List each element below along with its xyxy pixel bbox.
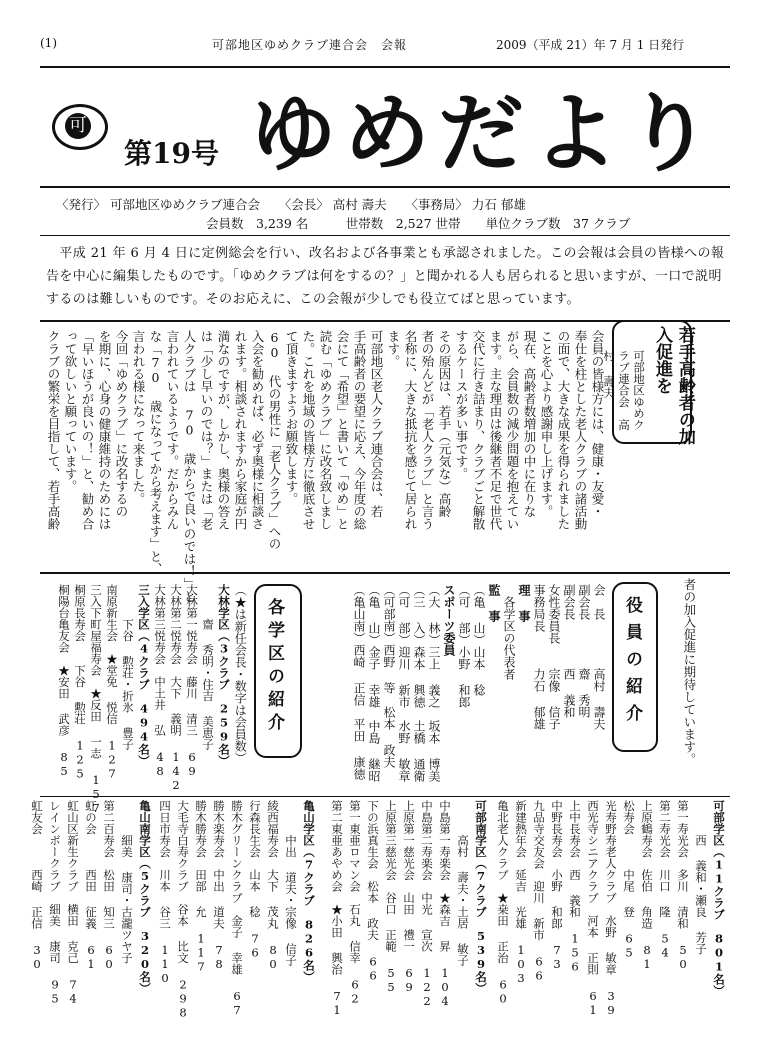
- club-entry: 第二百寿会 松田 知三 60: [102, 800, 116, 971]
- club-entry: 勝木勝寿会 田部 允 117: [194, 800, 208, 974]
- club-entry: 勝木グリーンクラブ 金子 幸雄 67: [230, 800, 244, 1017]
- article-column: 会にて「希望」と書いて「ゆめ」と: [335, 330, 350, 530]
- club-logo: [52, 104, 108, 150]
- club-entry: 細美 康司・古瀧ツヤ子: [120, 800, 134, 964]
- club-entry: 上原鶴寿会 佐伯 角造 81: [640, 800, 654, 971]
- article-column: 奉仕を柱とした老人クラブの諸活動: [573, 330, 588, 530]
- officer-entry: 監 事: [487, 584, 501, 622]
- officers-list: [352, 584, 606, 784]
- club-entry: 大林第二悦寿会 大下 義明 142: [169, 584, 183, 792]
- club-entry: 中野長寿会 小野 和郎 73: [550, 800, 564, 971]
- publisher-rule: [40, 235, 730, 236]
- kameyama-district-list: [156, 800, 318, 1040]
- officers-title: 役員の紹介: [621, 596, 642, 731]
- article-continuation: 者の加入促進に期待しています。: [681, 578, 697, 766]
- officer-entry: 副会長 西 義和: [562, 584, 576, 718]
- article-column: 可部地区老人クラブ連合会は、若: [369, 330, 384, 518]
- article-column: 会員の皆様方には、健康・友愛・: [590, 330, 605, 518]
- article-column: は「少し早いのでは？」または「老: [199, 330, 214, 530]
- article-column: の面で、大きな成果を得られました: [556, 330, 571, 530]
- article-column: 言われているようです。だからみん: [165, 330, 180, 530]
- article-column: するケースが多い事です。: [454, 330, 469, 480]
- article-column: 満なのですが、しかし、奥様の答え: [216, 330, 231, 530]
- club-entry: 松寿会 中尾 登 65: [622, 800, 636, 960]
- officer-entry: 会 長 高村 壽夫: [592, 584, 606, 730]
- officer-entry: 理 事: [517, 584, 531, 622]
- masthead-title: ゆめだより: [250, 83, 720, 184]
- article-column: 「早いほうが良いの！」と、勧め合: [80, 330, 95, 530]
- article-column: って欲しいと願っています。: [63, 330, 78, 493]
- article-column: ことを心より感謝申し上げます。: [539, 330, 554, 518]
- club-entry: 中島第一寿楽会 ★森吉 昇 104: [438, 800, 452, 1008]
- club-entry: 桐陽台亀友会 ★安田 武彦 85: [57, 584, 71, 778]
- club-entry: 綾西福寿会 大下 茂丸 80: [266, 800, 280, 971]
- club-entry: 行森長生会 山本 稔 76: [248, 800, 262, 960]
- club-entry: 西 義和・瀬良 芳子: [694, 800, 708, 955]
- club-entry: 虹の会 西田 征義 61: [84, 800, 98, 971]
- club-entry: 上中長寿会 西 義和 156: [568, 800, 582, 974]
- club-entry: 第一寿光会 多川 清和 50: [676, 800, 690, 971]
- article-column: 名称に、大きな抵抗を感じて居られ: [403, 330, 418, 530]
- club-entry: 大林第一悦寿会 藤川 清三 69: [185, 584, 199, 778]
- club-entry: 虹友会 西崎 正信 30: [30, 800, 44, 971]
- article-column: 現在、高齢者数増加の中に在りな: [522, 330, 537, 518]
- article-column: を期に、心身の健康維持のためには: [97, 330, 112, 530]
- club-entry: 南原新生会 ★堂免 悦信 127: [105, 584, 119, 781]
- issue-date: 2009（平成 21）年 7 月 1 日発行: [496, 38, 685, 52]
- officer-entry: （可 部）小野 和郎: [457, 584, 471, 708]
- club-entry: 西光寺シニアクラブ 河本 正則 61: [586, 800, 600, 1017]
- article-column: 入会を勧めれば、必ず奥様に相談さ: [250, 330, 265, 530]
- club-entry: 第二寿光会 川口 隆 54: [658, 800, 672, 960]
- club-entry: 三入学区（4クラブ 494名）: [137, 584, 151, 767]
- officer-entry: （大 林）三上 義之 坂本 博美: [427, 584, 441, 782]
- article-column: て頂きますようお願致します。: [284, 330, 299, 505]
- article-column: その原因は、若手（元気な）高齢: [437, 330, 452, 518]
- article-column: 人クラブは 70 歳からで良いのでは！」と: [182, 330, 197, 603]
- article-column: 言われる様になって来ました。: [131, 330, 146, 505]
- club-entry: 中出 道夫・宗像 信子: [284, 800, 298, 966]
- article-column: 読む「ゆめクラブ」に改名致しまし: [318, 330, 333, 530]
- article-column: がら、会員数の減少問題を抱えてい: [505, 330, 520, 530]
- article-column: 手高齢者の要望に応え、今年度の総: [352, 330, 367, 530]
- club-entry: 大林第三悦寿会 中土井 弘 48: [153, 584, 167, 778]
- districts-note: （★は新任会長・数字は会員数）: [233, 584, 248, 764]
- publisher-line: 〈発行〉 可部地区ゆめクラブ連合会 〈会長〉 高村 壽夫 〈事務局〉 力石 郁雄: [56, 197, 526, 212]
- club-entry: 亀山南学区（5クラブ 320名）: [138, 800, 152, 994]
- club-entry: 中島第二寿楽会 中光 宣次 122: [420, 800, 434, 1008]
- article-title: 若手高齢者の加入促進を: [651, 326, 695, 445]
- article-column: ます。: [386, 330, 401, 368]
- header-rule: [40, 66, 730, 68]
- club-entry: 大毛寺白寿クラブ 谷本 比文 298: [176, 800, 190, 1020]
- kabe-district-list: [492, 800, 728, 1040]
- officer-entry: （亀山南）西崎 正信 平田 康徳: [352, 584, 366, 780]
- club-entry: 虹山区新生クラブ 横田 克己 74: [66, 800, 80, 1006]
- club-entry: 第一東亜ロマン会 石丸 信幸 62: [348, 800, 362, 1006]
- article-column: クラブの繁栄を目指して、若手高齢: [46, 330, 61, 530]
- club-entry: 上原第三慈光会 谷口 正範 55: [384, 800, 398, 994]
- officer-entry: （三 入）森本 興徳 土橋 通衛: [412, 584, 426, 782]
- club-entry: 可部学区（11クラブ 801名）: [712, 800, 726, 997]
- districts-rule: [40, 796, 730, 797]
- club-entry: 可部南学区（7クラブ 539名）: [474, 800, 488, 994]
- districts-title: 各学区の紹介: [263, 598, 284, 736]
- kameyamaminami-district-list: [30, 800, 154, 1040]
- logo-glyph: 可: [65, 113, 91, 139]
- intro-paragraph: 平成 21 年 6 月 4 日に定例総会を行い、改名および各事業とも承認されました。この会報は会員の皆様への報告を中心に編集したものです。「ゆめクラブは何をするの？」と聞かれる人も居られると思いますが、一口で説明するのは難しいものです。そのお応えに、この会報が少しでも役立てばと思っています。: [46, 246, 725, 307]
- issue-number: 第19号: [124, 137, 219, 170]
- officer-entry: スポーツ委員: [442, 584, 456, 656]
- article-column: 60 代の男性に「老人クラブ」への: [267, 330, 282, 550]
- officer-entry: 女性委員長 宗像 信子: [547, 584, 561, 730]
- article-column: た。これを地域の皆様方に徹底させ: [301, 330, 316, 530]
- officer-entry: （可部南）西野 等 松本 政夫: [382, 584, 396, 768]
- club-entry: 四日市寿会 川本 谷三 110: [158, 800, 172, 985]
- club-entry: 大林学区（3クラブ 259名）: [217, 584, 231, 767]
- officer-entry: 事務局長 力石 郁雄: [532, 584, 546, 730]
- club-entry: 下谷 勲荘・折氷 豊子: [121, 584, 135, 750]
- officer-entry: 各学区の代表者: [502, 584, 516, 680]
- club-entry: レインボークラブ 細美 康司 95: [48, 800, 62, 1006]
- article-column: な「70 歳になってから考えます」と、: [148, 330, 163, 575]
- club-entry: 光寿野寿老人クラブ 水野 敏章 39: [604, 800, 618, 1017]
- club-entry: 新建熱年会 延吉 光雄 103: [514, 800, 528, 985]
- article-byline: 可部地区ゆめクラブ連合会 高村 壽夫: [602, 350, 646, 431]
- club-entry: 上原第一慈光会 山田 禮一 69: [402, 800, 416, 994]
- masthead-rule: [40, 186, 730, 188]
- article-column: 今回「ゆめクラブ」に改名するの: [114, 330, 129, 518]
- kabeminami-district-list: [320, 800, 490, 1040]
- club-entry: 桐原長寿会 下谷 勲荘 125: [73, 584, 87, 781]
- article-rule: [40, 572, 730, 574]
- officer-entry: （可 部）迎川 新市 水野 敏章: [397, 584, 411, 782]
- districts-list-top: [42, 584, 232, 815]
- club-entry: 下の浜真生会 松本 政夫 66: [366, 800, 380, 983]
- club-entry: 亀北老人クラブ ★桒田 正治 60: [496, 800, 510, 1006]
- officer-entry: 副会長 齋 秀明: [577, 584, 591, 718]
- article-column: 者の殆んどが「老人クラブ」と言う: [420, 330, 435, 530]
- article-column: 交代に行き詰まり、クラブごと解散: [471, 330, 486, 530]
- club-entry: 勝木楽寿会 中出 道夫 78: [212, 800, 226, 971]
- officer-entry: （亀 山）山本 稔: [472, 584, 486, 696]
- page-number: (1): [40, 36, 57, 50]
- club-entry: 亀山学区（7クラブ 826名）: [302, 800, 316, 983]
- club-entry: 齋 秀明・住吉 美恵子: [201, 584, 215, 750]
- article-column: れます。相談されますから家庭が円: [233, 330, 248, 530]
- club-entry: 九品寺交友会 迎川 新市 66: [532, 800, 546, 983]
- officer-entry: （亀 山）金子 幸雄 中島 継昭: [367, 584, 381, 782]
- club-entry: 三入下町屋福寿会 ★反田 一志 157: [89, 584, 103, 815]
- member-stats: 会員数 3,239 名 世帯数 2,527 世帯 単位クラブ数 37 クラブ: [206, 216, 631, 231]
- club-entry: 第二東亜あやめ会 ★小田 興治 71: [330, 800, 344, 1017]
- article-column: ます。主な理由は後継者不足で世代: [488, 330, 503, 530]
- org-header-title: 可部地区ゆめクラブ連合会 会報: [212, 38, 408, 52]
- club-entry: 高村 壽夫・土居 敏子: [456, 800, 470, 966]
